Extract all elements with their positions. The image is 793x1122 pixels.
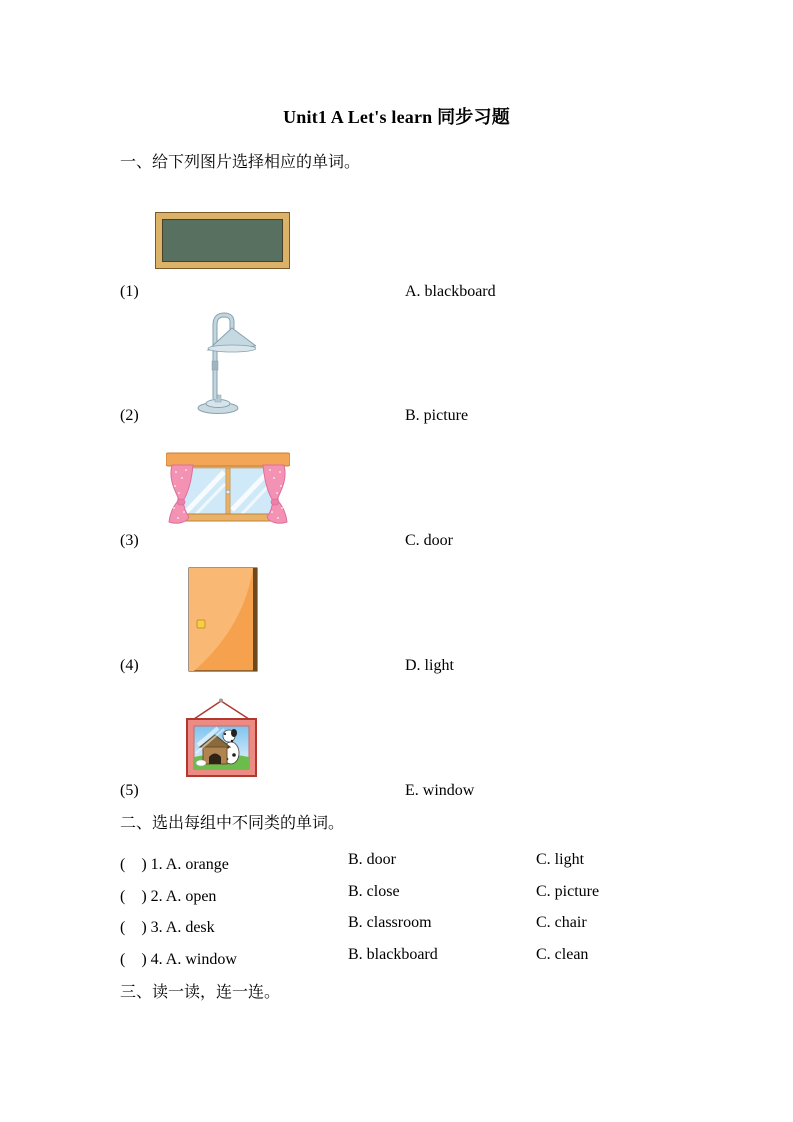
question-number: (2)	[120, 407, 139, 424]
picture-frame-image	[182, 697, 261, 779]
choice-item-a: ( ) 3. A. desk	[120, 919, 215, 936]
choice-item-c: C. chair	[536, 914, 587, 931]
question-row-3	[0, 532, 793, 552]
choice-item-a: ( ) 1. A. orange	[120, 856, 229, 873]
floor-lamp-image	[196, 309, 256, 415]
question-number: (4)	[120, 657, 139, 674]
answer-option: E. window	[405, 782, 475, 799]
question-number: (1)	[120, 283, 139, 300]
window-image	[166, 448, 290, 526]
choice-item-c: C. clean	[536, 946, 589, 963]
page-title: Unit1 A Let's learn 同步习题	[283, 107, 510, 127]
question-row-4	[0, 657, 793, 677]
section1-heading: 一、给下列图片选择相应的单词。	[120, 154, 361, 171]
answer-option: A. blackboard	[405, 283, 496, 300]
answer-option: C. door	[405, 532, 453, 549]
choice-row-2	[0, 883, 793, 903]
choice-item-a: ( ) 4. A. window	[120, 951, 237, 968]
choice-item-b: B. blackboard	[348, 946, 438, 963]
choice-item-b: B. door	[348, 851, 396, 868]
choice-item-c: C. picture	[536, 883, 600, 900]
blackboard-image	[155, 212, 290, 269]
choice-item-b: B. close	[348, 883, 400, 900]
choice-row-4	[0, 946, 793, 966]
question-row-2	[0, 407, 793, 427]
question-row-1	[0, 283, 793, 303]
section3-heading: 三、读一读，连一连。	[120, 984, 281, 1001]
choice-item-a: ( ) 2. A. open	[120, 888, 217, 905]
question-number: (3)	[120, 532, 139, 549]
choice-item-b: B. classroom	[348, 914, 432, 931]
section2-heading: 二、选出每组中不同类的单词。	[120, 815, 345, 832]
choice-row-3	[0, 914, 793, 934]
choice-item-c: C. light	[536, 851, 585, 868]
answer-option: D. light	[405, 657, 454, 674]
question-number: (5)	[120, 782, 139, 799]
question-row-5	[0, 782, 793, 802]
answer-option: B. picture	[405, 407, 469, 424]
choice-row-1	[0, 851, 793, 871]
blackboard-surface	[162, 219, 283, 262]
